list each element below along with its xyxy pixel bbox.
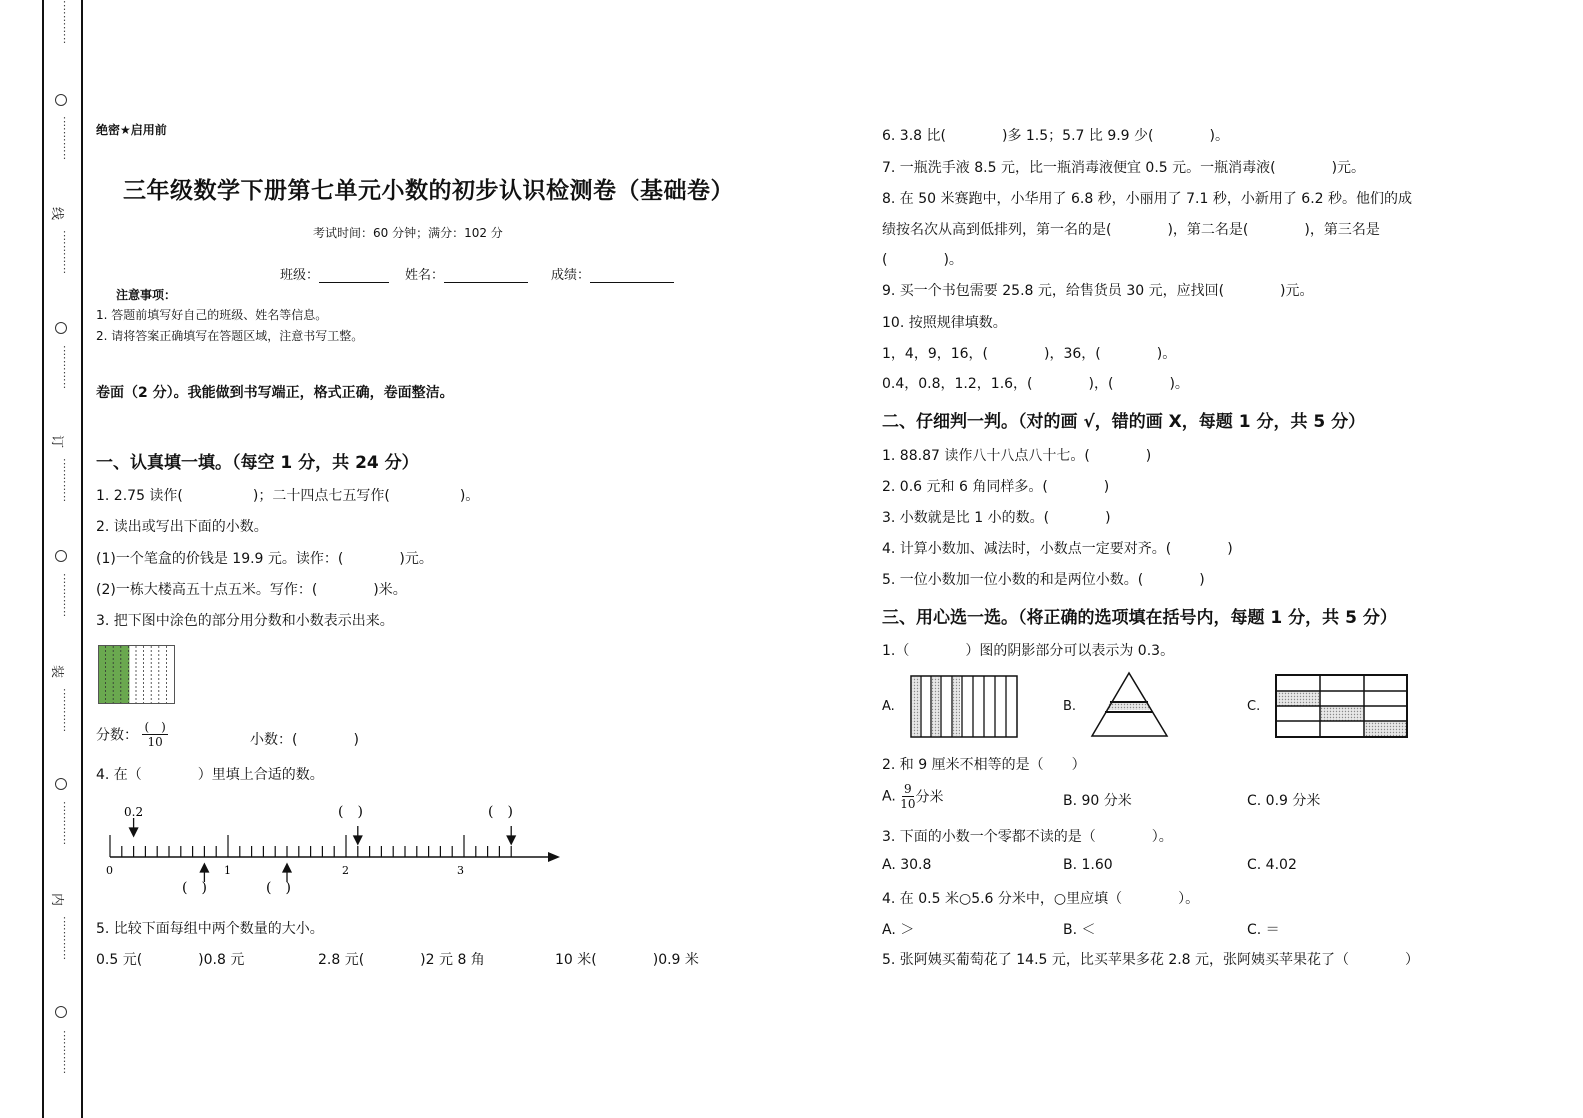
choice-2-option-c: C. 0.9 分米 [1247,793,1321,809]
choice-question-5: 5. 张阿姨买葡萄花了 14.5 元，比买苹果多花 2.8 元，张阿姨买苹果花了（ ） [882,952,1420,968]
field-class [280,264,389,283]
compare-item-3: 10 米( )0.9 米 [555,952,699,968]
fraction-label: 分数： [96,727,138,744]
choice-2-option-b: B. 90 分米 [1063,793,1132,809]
judge-item-5: 5. 一位小数加一位小数的和是两位小数。( ) [882,572,1205,588]
notes-title: 注意事项： [116,288,177,302]
note-item: 2. 请将答案正确填写在答题区域，注意书写工整。 [96,329,364,343]
option-c-label: C. [1247,699,1261,714]
fraction-9-10 [900,782,915,811]
fraction-numerator: 9 [904,782,912,796]
tick-label-2: 2 [342,864,349,877]
judge-item-3: 3. 小数就是比 1 小的数。( ) [882,510,1111,526]
dotted-divider: ⋮ ⋮ ⋮ ⋮ [59,572,70,618]
binding-margin [46,0,76,1118]
tick-label-3: 3 [457,864,464,877]
judge-item-4: 4. 计算小数加、减法时，小数点一定要对齐。( ) [882,541,1233,557]
question-10-b: 0.4，0.8，1.2，1.6，( )，( )。 [882,376,1189,392]
option-b-figure [1090,670,1170,740]
field-name [405,264,528,283]
blank-1-5: ( ) [266,880,291,896]
choice-4-option-b: B. ＜ [1063,922,1096,938]
question-4: 4. 在（ ）里填上合适的数。 [96,767,324,783]
field-name-label: 姓名： [405,268,445,283]
class-input-line[interactable] [319,268,389,283]
margin-circle [55,322,67,334]
judge-item-2: 2. 0.6 元和 6 角同样多。( ) [882,479,1110,495]
field-score [551,264,674,283]
question-8-line3: ( )。 [882,252,963,268]
field-class-label: 班级： [280,268,320,283]
tick-label-1: 1 [224,864,231,877]
section2-heading: 二、仔细判一判。（对的画 √，错的画 X，每题 1 分，共 5 分） [882,412,1366,432]
dotted-divider: ⋮ ⋮ ⋮ ⋮ [59,115,70,161]
margin-circle [55,94,67,106]
choice-question-1: 1.（ ）图的阴影部分可以表示为 0.3。 [882,643,1175,659]
margin-circle [55,778,67,790]
question-8-line2: 绩按名次从高到低排列，第一名的是( )，第二名是( )，第三名是 [882,222,1380,238]
margin-circle [55,550,67,562]
choice-question-3: 3. 下面的小数一个零都不读的是（ ）。 [882,829,1173,845]
option-a-prefix: A. [882,788,896,805]
decimal-answer: 小数：( ) [250,732,359,748]
shaded-grid-figure [98,645,176,705]
number-line [100,800,570,900]
fraction-denominator: 10 [900,797,916,811]
question-8-line1: 8. 在 50 米赛跑中，小华用了 6.8 秒，小丽用了 7.1 秒，小新用了 6.2 秒。他们的成 [882,191,1413,207]
dotted-divider: ⋮ ⋮ ⋮ ⋮ [59,457,70,503]
dotted-divider: ⋮ ⋮ ⋮ ⋮ [59,800,70,846]
choice-3-option-b: B. 1.60 [1063,857,1113,873]
question-9: 9. 买一个书包需要 25.8 元，给售货员 30 元，应找回( )元。 [882,283,1314,299]
choice-question-2: 2. 和 9 厘米不相等的是（ ） [882,757,1086,773]
fraction-numerator-blank[interactable]: ( ) [144,720,166,734]
score-input-line[interactable] [590,268,674,283]
margin-char-zhuang: 装 [49,664,65,679]
margin-line-right [81,0,83,1118]
margin-circle [55,1006,67,1018]
fraction-answer [96,720,168,749]
page-title: 三年级数学下册第七单元小数的初步认识检测卷（基础卷） [123,178,734,204]
note-item: 1. 答题前填写好自己的班级、姓名等信息。 [96,308,328,322]
option-a-label: A. [882,699,895,714]
dotted-divider: ⋮ ⋮ ⋮ ⋮ [59,0,70,45]
question-1: 1. 2.75 读作( )；二十四点七五写作( )。 [96,488,480,504]
option-a-unit: 分米 [915,789,944,806]
dotted-divider: ⋮ ⋮ ⋮ ⋮ [59,1029,70,1075]
field-score-label: 成绩： [551,268,591,283]
dotted-divider: ⋮ ⋮ ⋮ ⋮ [59,687,70,733]
choice-3-option-c: C. 4.02 [1247,857,1297,873]
exam-info: 考试时间：60 分钟；满分：102 分 [313,226,503,240]
question-2-2: (2)一栋大楼高五十点五米。写作：( )米。 [96,582,407,598]
margin-char-xian: 线 [49,206,65,221]
fraction-denominator: 10 [147,735,163,749]
question-7: 7. 一瓶洗手液 8.5 元，比一瓶消毒液便宜 0.5 元。一瓶消毒液( )元。 [882,160,1366,176]
secret-label: 绝密★启用前 [96,123,167,137]
margin-char-ding: 订 [49,434,65,449]
question-3: 3. 把下图中涂色的部分用分数和小数表示出来。 [96,613,394,629]
dotted-divider: ⋮ ⋮ ⋮ ⋮ [59,344,70,390]
question-10: 10. 按照规律填数。 [882,315,1007,331]
given-label: 0.2 [124,805,144,819]
choice-4-option-c: C. ＝ [1247,922,1280,938]
blank-2-1: ( ) [338,804,363,820]
blank-3-4: ( ) [488,804,513,820]
tick-label-0: 0 [106,864,113,877]
choice-question-4: 4. 在 0.5 米○5.6 分米中，○里应填（ ）。 [882,891,1200,907]
option-a-figure [910,675,1020,739]
section1-heading: 一、认真填一填。（每空 1 分，共 24 分） [96,453,419,473]
question-10-a: 1，4，9，16，( )，36，( )。 [882,346,1177,362]
question-6: 6. 3.8 比( )多 1.5；5.7 比 9.9 少( )。 [882,128,1229,144]
blank-0-8: ( ) [182,880,207,896]
option-c-figure [1275,674,1409,740]
choice-3-option-a: A. 30.8 [882,857,932,873]
question-2-1: (1)一个笔盒的价钱是 19.9 元。读作：( )元。 [96,551,433,567]
name-input-line[interactable] [444,268,528,283]
compare-item-1: 0.5 元( )0.8 元 [96,952,245,968]
question-2: 2. 读出或写出下面的小数。 [96,519,268,535]
choice-2-option-a [882,782,944,811]
neatness-note: 卷面（2 分）。我能做到书写端正，格式正确，卷面整洁。 [96,385,454,401]
margin-line-left [42,0,44,1118]
dotted-divider: ⋮ ⋮ ⋮ ⋮ [59,229,70,275]
compare-item-2: 2.8 元( )2 元 8 角 [318,952,485,968]
section3-heading: 三、用心选一选。（将正确的选项填在括号内，每题 1 分，共 5 分） [882,608,1397,628]
fraction [142,720,167,749]
margin-char-nei: 内 [49,892,65,907]
option-b-label: B. [1063,699,1077,714]
choice-4-option-a: A. ＞ [882,922,915,938]
dotted-divider: ⋮ ⋮ ⋮ ⋮ [59,915,70,961]
judge-item-1: 1. 88.87 读作八十八点八十七。( ) [882,448,1152,464]
question-5: 5. 比较下面每组中两个数量的大小。 [96,921,324,937]
